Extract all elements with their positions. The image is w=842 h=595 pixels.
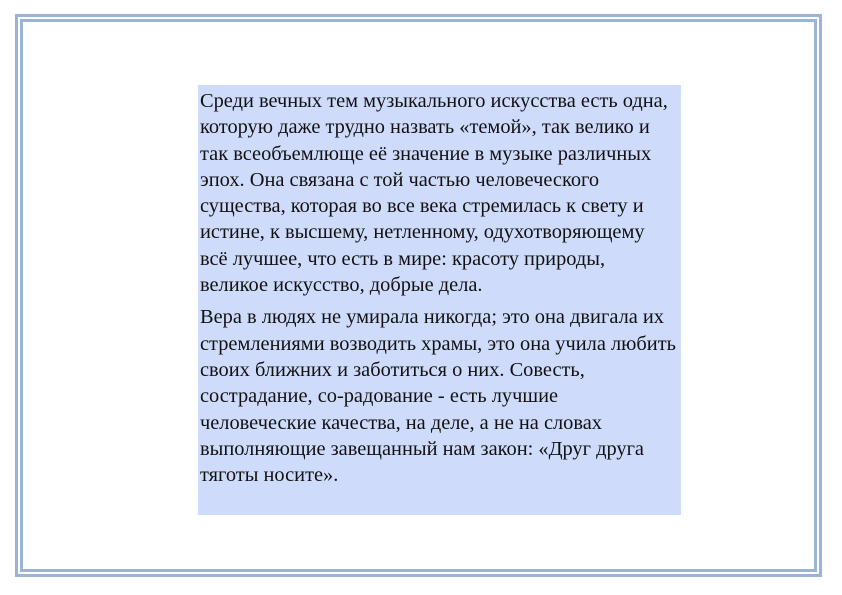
text-box bbox=[198, 85, 681, 515]
paragraph-2: Вера в людях не умирала никогда; это она двигала их стремлениями возводить храмы, это она учила любить своих ближних и заботиться о них. Совесть, сострадание, со-радование - есть лучшие человеческие качества, на деле, а не на словах выполняющие завещанный нам закон: «Друг друга тяготы носите». bbox=[200, 306, 676, 487]
paragraph-1: Среди вечных тем музыкального искусства есть одна, которую даже трудно назвать «темой», так велико и так всеобъемлюще её значение в музыке различных эпох. Она связана с той частью человеческого существа, которая во все века стремилась к свету и истине, к высшему, нетленному, одухотворяющему всё лучшее, что есть в мире: красоту природы, великое искусство, добрые дела. bbox=[200, 90, 668, 297]
